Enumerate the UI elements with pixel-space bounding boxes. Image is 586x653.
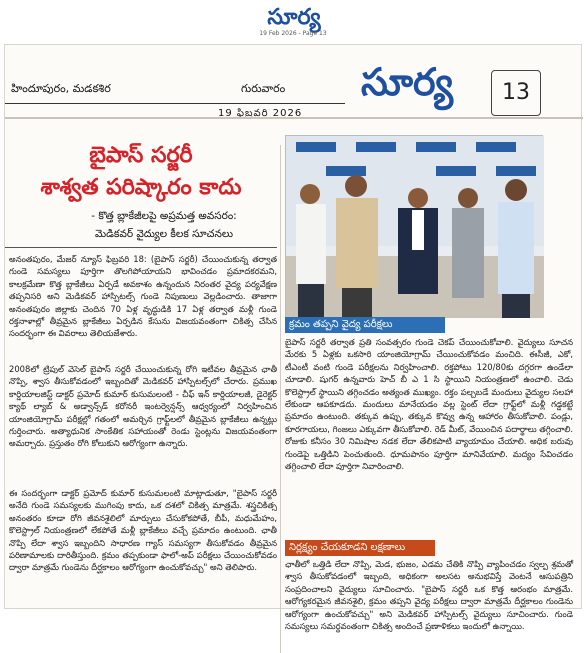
- viewer-top-bar: [0, 0, 586, 44]
- column-divider: [280, 145, 281, 653]
- header-divider: [5, 117, 583, 119]
- headline-line-1: బైపాస్ సర్జరీ: [89, 143, 193, 168]
- article-paragraph-4: బైపాస్ సర్జరీ తర్వాత ప్రతి సంవత్సరం గుండె చెకప్ చేయించుకోవాలి. వైద్యులు సూచన మేరకు 5 ఏళ్లకు ఒకసారి యాంజియోగ్రామ్ చేయించుకోవడం మంచిది. ఈసీజీ, ఎకో, టీఎంటీ వంటి గుండె పరీక్షలను నిర్వహించాలి. రక్తపోటు 120/80కు దగ్గరగా ఉండేలా చూడాలి. షుగర్ ఉన్నవారు హెచ్ బీ ఎ 1 సి స్థాయిని నియంత్రణలో ఉంచాలి. చెడు కొలెస్ట్రాల్ స్థాయిని తగ్గించడం అత్యంత ముఖ్యం. రక్తం పల్చబడే మందులు వైద్యుల సలహా లేకుండా ఆపకూడదు. మందులు మానేయడం వల్ల స్టెంట్ లేదా గ్రాఫ్ట్‌లో మళ్లీ గడ్డకట్టే ప్రమాదం ఉంటుంది. తక్కువ ఉప్పు, తక్కువ కొవ్వు ఉన్న ఆహారం తీసుకోవాలి. పండ్లు, కూరగాయలు, గింజలు ఎక్కువగా తీసుకోవాలి. రెడ్ మీట్, వేయించిన పదార్థాలు తగ్గించాలి. రోజుకు కనీసం 30 నిమిషాల నడక లేదా తేలికపాటి వ్యాయామం చేయాలి. అధిక బరువు గుండెపై ఒత్తిడిని పెంచుతుంది. ధూమపానం పూర్తిగా మానివేయాలి. మద్యం సేవించడం తగ్గించాలి లేదా పూర్తిగా నివారించాలి.: [285, 337, 573, 472]
- article-paragraph-2: 2008లో ట్రిపుల్ వెసెల్ బైపాస్ సర్జరీ చేయించుకున్న రోగి ఇటీవల తీవ్రమైన ఛాతీ నొప్పి, శ్వాస తీసుకోవడంలో ఇబ్బందితో మెడికవర్ హాస్పిటల్స్‌లో చేరారు. ప్రముఖ కార్డియాలజిస్ట్ డాక్టర్ ప్రమోద్ కుమార్ కుసుమలంటి - చీఫ్ ఇన్ కార్డియాలజీ, డైరెక్టర్ క్యాథ్ ల్యాబ్ & అడ్వాన్స్‌డ్ కరోనరీ ఇంటర్వెన్షన్స్ ఆధ్వర్యంలో నిర్వహించిన యాంజియోగ్రామ్ పరీక్షల్లో గతంలో అమర్చిన గ్రాఫ్ట్‌లలో తీవ్రమైన బ్లాకేజీలు ఉన్నట్లు గుర్తించారు. అత్యాధునిక సాంకేతిక సహాయంతో రెండు స్టెంట్లను విజయవంతంగా అమర్చారు. ప్రస్తుతం రోగి కోలుకుని ఆరోగ్యంగా ఉన్నారు.: [9, 364, 277, 449]
- masthead-logo: [343, 51, 471, 103]
- photo-caption: క్రమం తప్పని వైద్య పరీక్షలు: [285, 317, 445, 333]
- symptoms-heading: నిర్లక్ష్యం చేయకూడని లక్షణాలు: [285, 540, 435, 556]
- subheadline-line-1: - కొత్త బ్లాకేజీలపై అప్రమత్త అవసరం:: [91, 210, 237, 222]
- group-photo-image: [286, 136, 544, 318]
- edition-location: హిందూపురం, మడకశిర: [11, 82, 111, 95]
- article-photo: [285, 135, 543, 317]
- edition-day: గురువారం: [241, 82, 286, 95]
- headline-line-2: శాశ్వత పరిష్కారం కాదు: [40, 175, 242, 200]
- subheadline-line-2: మెడికవర్ వైద్యుల కీలక సూచనలు: [95, 228, 233, 240]
- headline-divider: [5, 247, 277, 248]
- edition-date: 19 ఫిబ్రవరి 2026: [218, 108, 303, 119]
- page-number: 13: [491, 70, 541, 116]
- article-paragraph-5: ఛాతీలో ఒత్తిడి లేదా నొప్పి, మెడ, భుజం, ఎడమ చేతికి నొప్పి వ్యాపించడం స్వల్ప శ్రమతో శ్వాస తీసుకోవడంలో ఇబ్బంది, అధికంగా అలసట అనుభవిస్తే వెంటనే ఆసుపత్రిని సంప్రదించాలని వైద్యులు సూచించారు. "బైపాస్ సర్జరీ ఒక కొత్త ఆరంభం మాత్రమే. ఆరోగ్యకరమైన జీవనశైలి, క్రమం తప్పని వైద్య పరీక్షలు ద్వారా మాత్రమే దీర్ఘకాలం గుండెను ఆరోగ్యంగా ఉంచుకోవచ్చు" అని మెడికవర్ హాస్పిటల్స్ వైద్యులు సూచించారు. గుండె సమస్యలు సమర్థవంతంగా చికిత్స అందించే ప్రణాళికలు ఇందులో ఉన్నాయి.: [285, 559, 573, 632]
- newspaper-page: [4, 44, 582, 632]
- article-paragraph-1: అనంతపురం, మేజర్ న్యూస్ ఫిబ్రవరి 18: (బైపాస్ సర్జరీ) చేయించుకున్న తర్వాత గుండె సమస్యలు పూర్తిగా తొలగిపోయాయని భావించడం ప్రమాదకరమని, కాలక్రమేణా కొత్త బ్లాకేజీలు ఏర్పడే అవకాశం ఉన్నందున నిరంతర వైద్య పర్యవేక్షణ తప్పనిసరి అని మెడికవర్ హాస్పిటల్స్ గుండె నిపుణులు వెల్లడించారు. తాజాగా అనంతపురం జిల్లాకు చెందిన 70 ఏళ్ల వృద్ధుడికి 17 ఏళ్ల తర్వాత మళ్లీ గుండె రక్తనాళాల్లో తీవ్రమైన బ్లాకేజీలు ఏర్పడిన కేసును విజయవంతంగా చికిత్స చేసిన సందర్భంగా ఈ వివరాలు తెలియజేశారు.: [9, 254, 277, 339]
- edition-date-page: 19 Feb 2026 - Page 13: [259, 30, 327, 37]
- surya-logo-icon: [259, 3, 329, 29]
- header-rule: [5, 103, 345, 104]
- svg-text:సూర్య: సూర్య: [361, 60, 453, 104]
- article-paragraph-3: ఈ సందర్భంగా డాక్టర్ ప్రమోద్ కుమార్ కుసుమలంటి మాట్లాడుతూ, "బైపాస్ సర్జరీ అనేది గుండె సమస్యలకు ముగింపు కాదు, ఒక దశలో చికిత్స మాత్రమే. శస్త్రచికిత్స అనంతరం కూడా రోగి జీవనశైలిలో మార్పులు చేసుకోకపోతే, బీపీ, మధుమేహం, కొలెస్ట్రాల్ నియంత్రణలో లేకపోతే మళ్లీ బ్లాకేజీలు వచ్చే ప్రమాదం ఉంటుంది. ఛాతీ నొప్పి లేదా శ్వాస ఇబ్బందిని సాధారణ గ్యాస్ సమస్యగా తీసుకోవడం తీవ్రమైన పరిణామాలకు దారితీస్తుంది. క్రమం తప్పకుండా ఫాలో-అప్ పరీక్షలు చేయించుకోవడం ద్వారా మాత్రమే గుండెను దీర్ఘకాలం ఆరోగ్యంగా ఉంచుకోవచ్చు" అని తెలిపారు.: [9, 488, 277, 573]
- svg-text:సూర్య: సూర్య: [267, 5, 321, 30]
